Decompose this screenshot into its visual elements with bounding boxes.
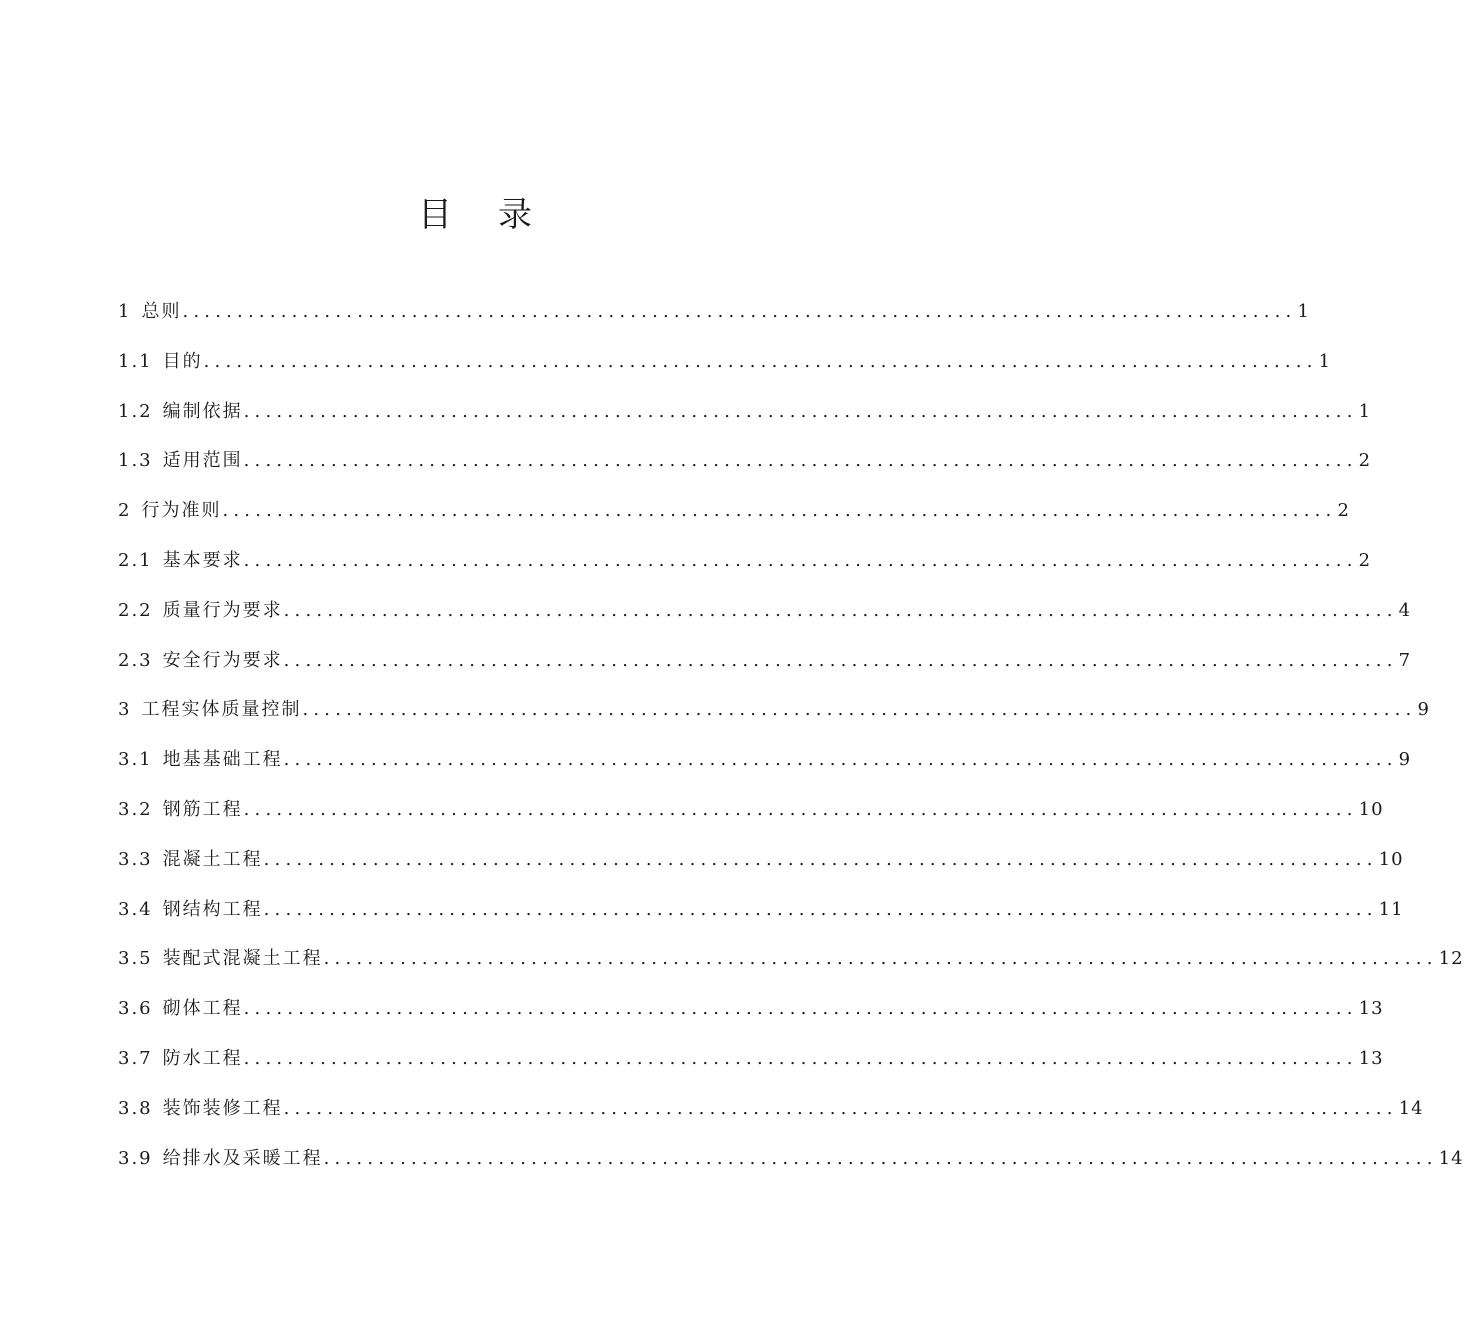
toc-dot-leader: ...................................................................................................... <box>182 301 1297 322</box>
toc-entry-title: 装配式混凝土工程 <box>162 948 323 970</box>
toc-dot-leader: ...................................................................................................... <box>283 649 1398 671</box>
toc-entry-number: 3.3 <box>118 848 153 870</box>
toc-dot-leader: ...................................................................................................... <box>283 749 1398 771</box>
toc-entry-number: 2.1 <box>118 549 153 571</box>
toc-entry-page: 10 <box>1378 848 1404 870</box>
toc-entry[interactable] <box>118 639 1412 689</box>
toc-entry[interactable] <box>118 1087 1424 1137</box>
toc-dot-leader: ...................................................................................................... <box>263 848 1378 870</box>
toc-entry-title: 工程实体质量控制 <box>141 699 302 721</box>
toc-entry-title: 砌体工程 <box>162 998 243 1020</box>
toc-entry-number: 3.2 <box>118 798 153 820</box>
toc-dot-leader: ...................................................................................................... <box>323 948 1438 970</box>
toc-entry-number: 3.5 <box>118 948 153 970</box>
toc-entry-title: 钢筋工程 <box>162 798 243 820</box>
toc-entry-title: 行为准则 <box>141 500 222 522</box>
toc-entry[interactable] <box>118 1037 1384 1087</box>
page-title <box>0 192 950 238</box>
toc-entry-title: 目的 <box>162 350 203 372</box>
toc-dot-leader: ...................................................................................................... <box>243 549 1358 571</box>
toc-entry[interactable] <box>118 788 1384 838</box>
toc-entry-page: 2 <box>1358 450 1372 472</box>
toc-entry-page: 1 <box>1318 350 1332 372</box>
toc-entry-page: 1 <box>1297 301 1310 322</box>
toc-entry-title: 适用范围 <box>162 450 243 472</box>
toc-entry-page: 1 <box>1358 400 1372 422</box>
toc-dot-leader: ...................................................................................................... <box>203 350 1318 372</box>
toc-dot-leader: ...................................................................................................... <box>263 898 1378 920</box>
toc-entry[interactable] <box>118 439 1372 489</box>
toc-entry-page: 2 <box>1358 549 1372 571</box>
toc-entry-page: 14 <box>1398 1097 1424 1119</box>
toc-entry-title: 给排水及采暖工程 <box>162 1147 323 1169</box>
toc-entry[interactable] <box>118 888 1404 938</box>
toc-entry[interactable] <box>118 1137 1464 1187</box>
table-of-contents <box>118 290 1464 1186</box>
toc-entry-page: 10 <box>1358 798 1384 820</box>
toc-dot-leader: ...................................................................................................... <box>323 1147 1438 1169</box>
toc-entry[interactable] <box>118 589 1412 639</box>
toc-entry[interactable] <box>118 838 1404 888</box>
toc-entry-number: 3.4 <box>118 898 153 920</box>
toc-entry-title: 防水工程 <box>162 1047 243 1069</box>
toc-dot-leader: ...................................................................................................... <box>243 450 1358 472</box>
toc-entry-page: 14 <box>1438 1147 1464 1169</box>
toc-entry-page: 11 <box>1378 898 1404 920</box>
toc-entry-page: 7 <box>1398 649 1412 671</box>
toc-entry[interactable] <box>118 489 1350 539</box>
toc-entry-title: 质量行为要求 <box>162 599 283 621</box>
toc-dot-leader: ...................................................................................................... <box>302 699 1417 721</box>
toc-entry-number: 1.2 <box>118 400 153 422</box>
toc-entry-number: 1.3 <box>118 450 153 472</box>
toc-dot-leader: ...................................................................................................... <box>222 500 1337 522</box>
toc-entry-title: 总则 <box>141 301 182 322</box>
toc-dot-leader: ...................................................................................................... <box>283 599 1398 621</box>
toc-entry-number: 3.8 <box>118 1097 153 1119</box>
toc-entry-number: 3.7 <box>118 1047 153 1069</box>
toc-entry-title: 编制依据 <box>162 400 243 422</box>
toc-entry-title: 地基基础工程 <box>162 749 283 771</box>
toc-entry[interactable] <box>118 738 1412 788</box>
toc-entry-page: 2 <box>1337 500 1350 522</box>
title-char-2: 录 <box>498 195 532 235</box>
toc-entry-title: 装饰装修工程 <box>162 1097 283 1119</box>
toc-entry-number: 2 <box>118 500 132 522</box>
toc-entry[interactable] <box>118 290 1310 340</box>
toc-dot-leader: ...................................................................................................... <box>243 400 1358 422</box>
toc-entry-page: 9 <box>1417 699 1430 721</box>
title-char-1: 目 <box>418 195 452 235</box>
toc-entry-number: 3 <box>118 699 132 721</box>
toc-entry-number: 2.3 <box>118 649 153 671</box>
toc-entry-title: 混凝土工程 <box>162 848 263 870</box>
toc-entry[interactable] <box>118 937 1464 987</box>
toc-dot-leader: ...................................................................................................... <box>243 798 1358 820</box>
toc-entry-page: 9 <box>1398 749 1412 771</box>
toc-entry-number: 1.1 <box>118 350 153 372</box>
toc-entry-number: 3.9 <box>118 1147 153 1169</box>
toc-dot-leader: ...................................................................................................... <box>243 998 1358 1020</box>
toc-entry-title: 安全行为要求 <box>162 649 283 671</box>
toc-entry-number: 2.2 <box>118 599 153 621</box>
toc-entry-number: 1 <box>118 301 132 322</box>
toc-entry[interactable] <box>118 539 1372 589</box>
toc-entry-title: 基本要求 <box>162 549 243 571</box>
toc-entry-title: 钢结构工程 <box>162 898 263 920</box>
toc-entry[interactable] <box>118 390 1372 440</box>
toc-entry-page: 12 <box>1438 948 1464 970</box>
toc-dot-leader: ...................................................................................................... <box>283 1097 1398 1119</box>
toc-entry-page: 13 <box>1358 998 1384 1020</box>
toc-entry-page: 4 <box>1398 599 1412 621</box>
toc-entry-number: 3.6 <box>118 998 153 1020</box>
toc-entry-page: 13 <box>1358 1047 1384 1069</box>
toc-entry[interactable] <box>118 688 1430 738</box>
toc-entry[interactable] <box>118 987 1384 1037</box>
toc-entry-number: 3.1 <box>118 749 153 771</box>
toc-dot-leader: ...................................................................................................... <box>243 1047 1358 1069</box>
toc-entry[interactable] <box>118 340 1332 390</box>
